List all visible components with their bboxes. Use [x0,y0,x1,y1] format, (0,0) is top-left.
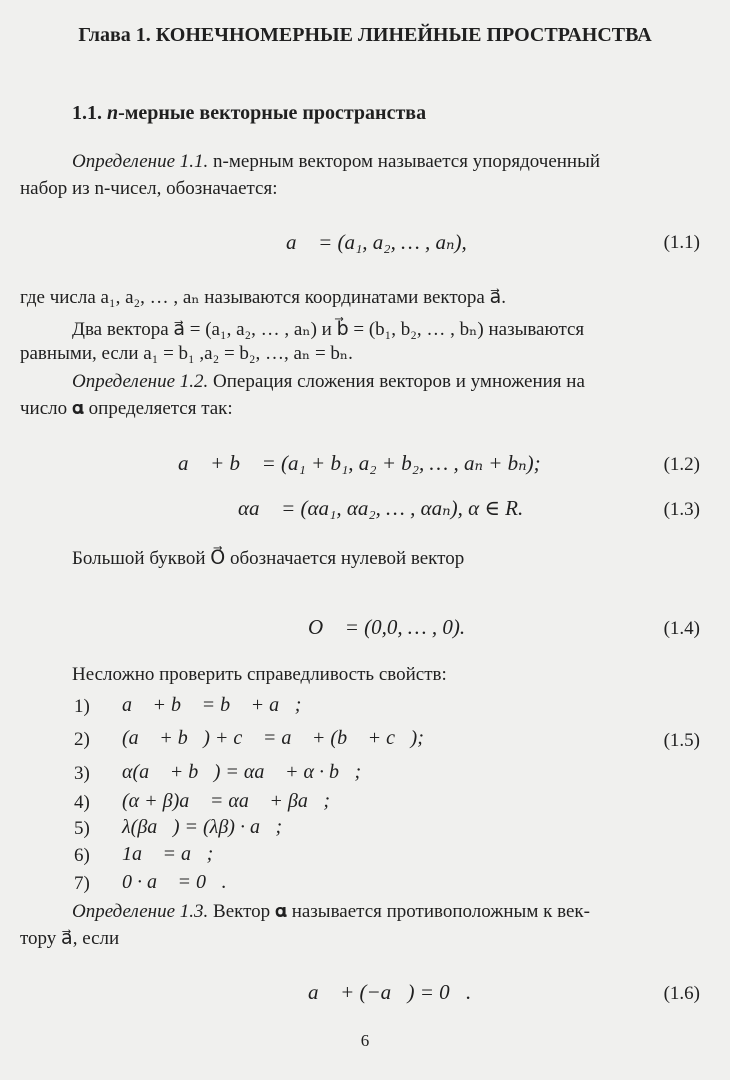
property-number: 6) [74,845,90,866]
equation-1-1: a⃗ = (a₁, a₂, … , aₙ), [286,230,467,254]
equation-1-6: a⃗ + (−a⃗) = 0⃗. [308,980,472,1004]
equation-number-1-6: (1.6) [663,983,700,1004]
coordinates-text: где числа a₁, a₂, … , aₙ называются координатами вектора a⃗. [20,287,506,308]
property-number: 3) [74,763,90,784]
definition-1-3 [72,901,590,923]
equation-number-1-5: (1.5) [663,730,700,751]
section-title: -мерные векторные пространства [118,102,427,124]
definition-text: Операция сложения векторов и умножения на [208,371,585,392]
definition-label: Определение 1.3. [72,901,209,922]
zero-vector-text: Большой буквой O⃗ обозначается нулевой вектор [72,548,465,569]
property-formula: 0 · a⃗ = 0⃗. [122,871,227,893]
equality-text-1: Два вектора a⃗ = (a₁, a₂, … , aₙ) и b⃗ = (b₁, b₂, … , bₙ) называются [72,319,585,340]
property-formula: 1a⃗ = a⃗; [122,843,214,865]
property-number: 7) [74,873,90,894]
equation-1-2: a⃗ + b⃗ = (a₁ + b₁, a₂ + b₂, … , aₙ + bₙ); [178,451,541,475]
definition-1-3-cont: тору a⃗, если [20,928,120,949]
chapter-title: Глава 1. КОНЕЧНОМЕРНЫЕ ЛИНЕЙНЫЕ ПРОСТРАНСТВА [78,24,652,46]
equation-number-1-1: (1.1) [663,232,700,253]
equation-number-1-4: (1.4) [663,618,700,639]
property-number: 4) [74,792,90,813]
property-number: 2) [74,729,90,750]
section-n: n [107,102,119,124]
property-formula: (a⃗ + b⃗) + c⃗ = a⃗ + (b⃗ + c⃗); [122,727,424,749]
property-formula: α(a⃗ + b⃗) = αa⃗ + α · b⃗; [122,761,362,783]
definition-label: Определение 1.1. [72,151,209,172]
property-number: 5) [74,818,90,839]
equation-1-4: O⃗ = (0,0, … , 0). [308,615,466,639]
property-formula: λ(βa⃗) = (λβ) · a⃗; [122,816,283,838]
property-formula: a⃗ + b⃗ = b⃗ + a⃗; [122,694,302,716]
definition-text: n-мерным вектором называется упорядоченный [208,151,601,172]
equation-1-3: αa⃗ = (αa₁, αa₂, … , αaₙ), α ∈ R. [238,496,524,520]
equality-text-2: равными, если a₁ = b₁ ,a₂ = b₂, …, aₙ = bₙ. [20,343,353,364]
properties-intro: Несложно проверить справедливость свойств: [72,664,447,685]
definition-text: Вектор 𝛂 называется противоположным к век- [208,901,590,922]
equation-number-1-2: (1.2) [663,454,700,475]
equation-number-1-3: (1.3) [663,499,700,520]
definition-1-2 [72,371,585,393]
definition-1-1-cont: набор из n-чисел, обозначается: [20,178,278,199]
definition-1-1 [72,151,600,173]
page-number: 6 [360,1031,370,1050]
property-number: 1) [74,696,90,717]
definition-label: Определение 1.2. [72,371,209,392]
definition-1-2-cont: число 𝛂 определяется так: [20,398,233,419]
section-heading [72,102,426,125]
section-number: 1.1. [72,102,102,124]
property-formula: (α + β)a⃗ = αa⃗ + βa⃗; [122,790,331,812]
